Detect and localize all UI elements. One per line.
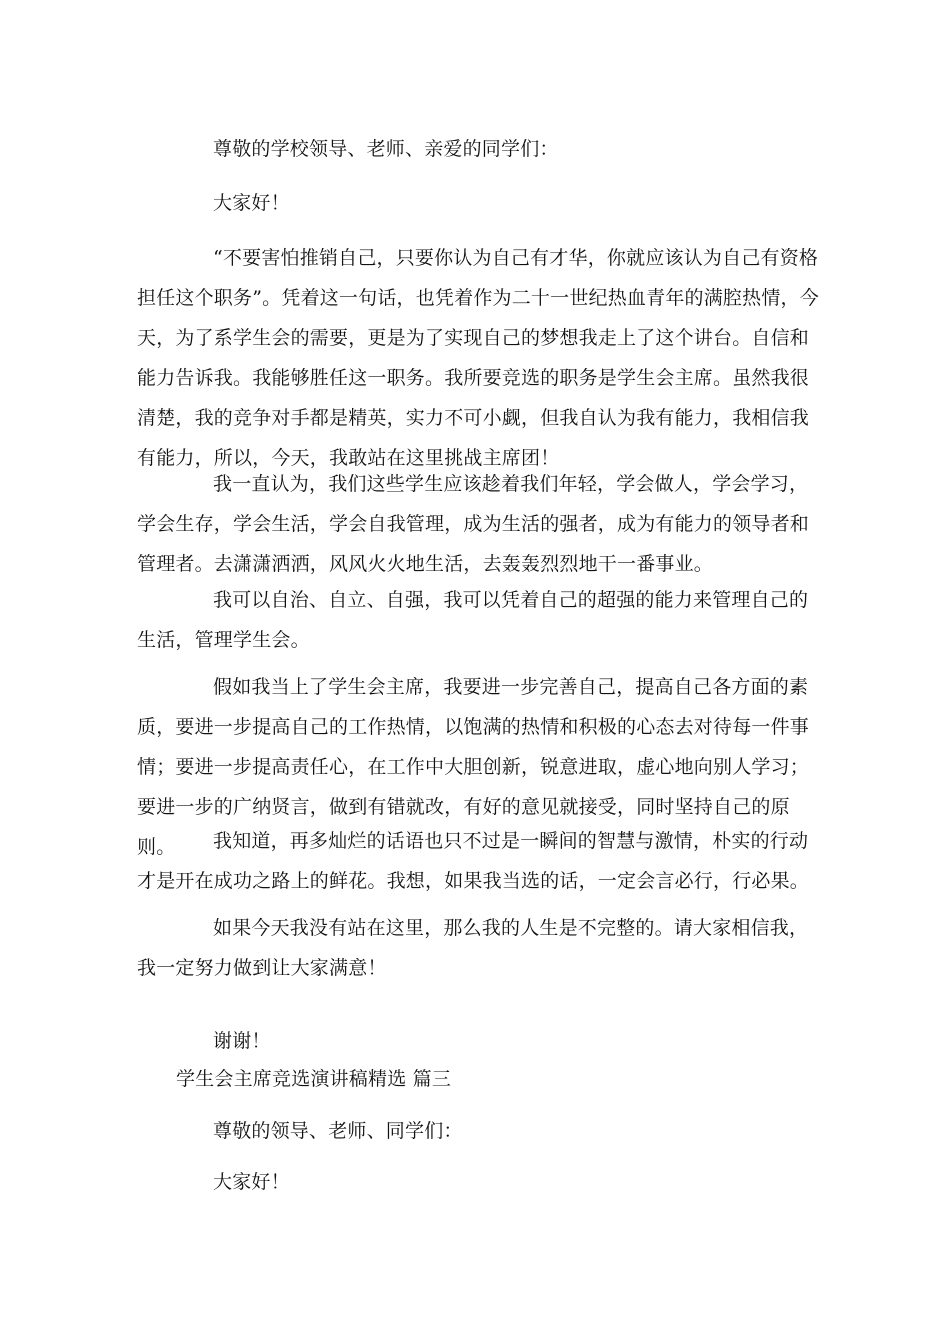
greeting-line: 尊敬的学校领导、老师、亲爱的同学们：	[213, 138, 559, 160]
paragraph-action: 我知道，再多灿烂的话语也只不过是一瞬间的智慧与激情，朴实的行动才是开在成功之路上的鲜花。我想，如果我当选的话，一定会言必行，行必果。	[137, 830, 810, 892]
paragraph-closing: 如果今天我没有站在这里，那么我的人生是不完整的。请大家相信我，我一定努力做到让大家满意！	[137, 917, 809, 979]
hello-line-2: 大家好！	[213, 1171, 290, 1193]
paragraph-ability: 我可以自治、自立、自强，我可以凭着自己的超强的能力来管理自己的生活，管理学生会。	[137, 589, 809, 651]
section-title: 学生会主席竞选演讲稿精选 篇三	[176, 1068, 452, 1090]
paragraph-plan: 假如我当上了学生会主席，我要进一步完善自己，提高自己各方面的素质，要进一步提高自己的工作热情，以饱满的热情和积极的心态去对待每一件事情；要进一步提高责任心，在工作中大胆创新，锐意进取，虚心地向别人学习；要进一步的广纳贤言，做到有错就改，有好的意见就接受，同时坚持自己的原则。	[137, 676, 810, 858]
paragraph-opening: “不要害怕推销自己，只要你认为自己有才华，你就应该认为自己有资格担任这个职务”。凭着这一句话，也凭着作为二十一世纪热血青年的满腔热情，今天，为了系学生会的需要，更是为了实现自己的梦想我走上了这个讲台。自信和能力告诉我。我能够胜任这一职务。我所要竞选的职务是学生会主席。虽然我很清楚，我的竞争对手都是精英，实力不可小觑，但我自认为我有能力，我相信我有能力，所以，今天，我敢站在这里挑战主席团！	[137, 247, 819, 469]
greeting-line-2: 尊敬的领导、老师、同学们：	[213, 1120, 463, 1142]
paragraph-belief: 我一直认为，我们这些学生应该趁着我们年轻，学会做人，学会学习，学会生存，学会生活，学会自我管理，成为生活的强者，成为有能力的领导者和管理者。去潇潇洒洒，风风火火地生活，去轰轰烈烈地干一番事业。	[137, 473, 810, 575]
thanks-line: 谢谢！	[213, 1030, 271, 1052]
hello-line: 大家好！	[213, 192, 290, 214]
